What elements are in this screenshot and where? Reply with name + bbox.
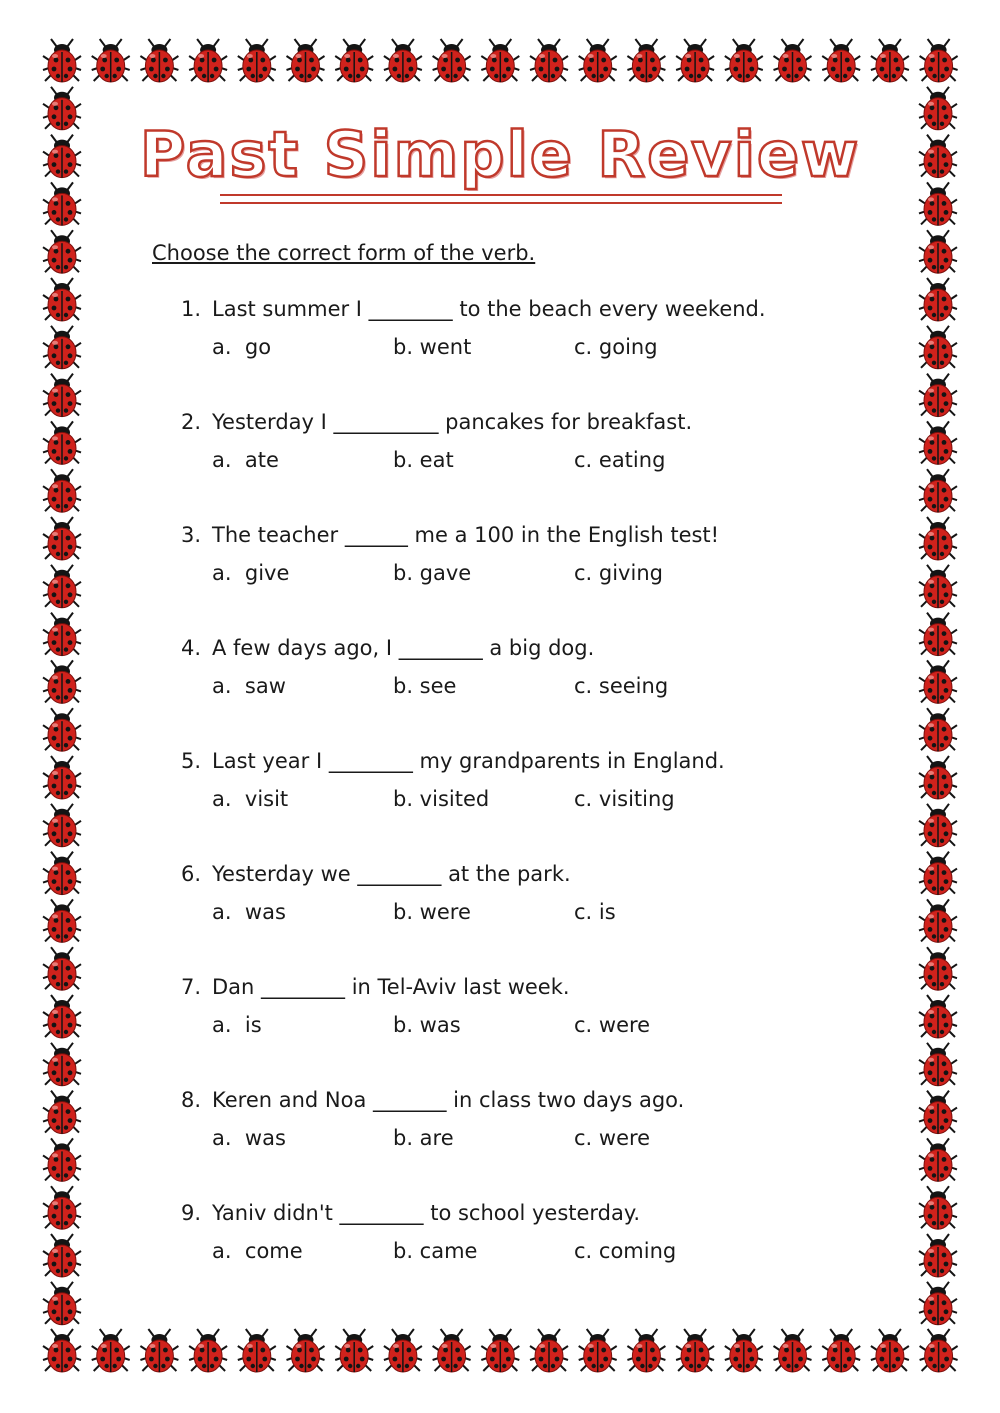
ladybug-icon <box>335 39 373 82</box>
question-8 <box>181 1086 881 1152</box>
option-c[interactable]: c. were <box>574 1126 651 1150</box>
option-b[interactable]: b. was <box>393 1013 461 1037</box>
ladybug-icon <box>287 1329 325 1372</box>
question-number: 6. <box>181 862 202 886</box>
ladybug-icon <box>725 39 763 82</box>
option-b[interactable]: b. are <box>393 1126 454 1150</box>
ladybug-icon <box>919 660 957 703</box>
option-b[interactable]: b. see <box>393 674 457 698</box>
question-text: Last summer I ________ to the beach every weekend. <box>212 297 766 321</box>
ladybug-icon <box>919 421 957 464</box>
question-7 <box>181 973 881 1039</box>
option-a[interactable]: a. give <box>212 561 290 585</box>
option-c[interactable]: c. giving <box>574 561 663 585</box>
ladybug-icon <box>43 374 81 417</box>
ladybug-icon <box>43 804 81 847</box>
option-a[interactable]: a. saw <box>212 674 286 698</box>
question-text: Yesterday I __________ pancakes for breakfast. <box>212 410 693 434</box>
ladybug-icon <box>43 1091 81 1134</box>
ladybug-icon <box>774 39 812 82</box>
option-a[interactable]: a. visit <box>212 787 289 811</box>
ladybug-icon <box>43 899 81 942</box>
ladybug-icon <box>189 1329 227 1372</box>
ladybug-icon <box>43 565 81 608</box>
question-text: The teacher ______ me a 100 in the English test! <box>212 523 720 547</box>
ladybug-icon <box>919 1282 957 1325</box>
question-number: 7. <box>181 975 202 999</box>
option-b[interactable]: b. went <box>393 335 472 359</box>
option-c[interactable]: c. were <box>574 1013 651 1037</box>
ladybug-icon <box>919 1043 957 1086</box>
worksheet-title: Past Simple Review <box>139 118 861 191</box>
question-text: A few days ago, I ________ a big dog. <box>212 636 595 660</box>
ladybug-icon <box>43 1043 81 1086</box>
option-c[interactable]: c. visiting <box>574 787 675 811</box>
question-1 <box>181 295 881 361</box>
ladybug-icon <box>43 613 81 656</box>
ladybug-icon <box>287 39 325 82</box>
ladybug-icon <box>919 326 957 369</box>
ladybug-icon <box>481 39 519 82</box>
ladybug-icon <box>43 995 81 1038</box>
ladybug-icon <box>43 421 81 464</box>
question-number: 3. <box>181 523 202 547</box>
question-9 <box>181 1199 881 1265</box>
ladybug-icon <box>238 39 276 82</box>
option-c[interactable]: c. is <box>574 900 616 924</box>
question-number: 1. <box>181 297 202 321</box>
ladybug-icon <box>919 517 957 560</box>
option-c[interactable]: c. going <box>574 335 658 359</box>
option-b[interactable]: b. eat <box>393 448 454 472</box>
ladybug-icon <box>919 278 957 321</box>
ladybug-icon <box>43 1234 81 1277</box>
title-underline <box>220 194 782 204</box>
option-b[interactable]: b. were <box>393 900 471 924</box>
ladybug-icon <box>43 947 81 990</box>
ladybug-icon <box>140 1329 178 1372</box>
option-a[interactable]: a. is <box>212 1013 262 1037</box>
ladybug-icon <box>530 1329 568 1372</box>
question-text: Yaniv didn't ________ to school yesterday. <box>212 1201 640 1225</box>
question-text: Last year I ________ my grandparents in England. <box>212 749 725 773</box>
option-c[interactable]: c. eating <box>574 448 666 472</box>
option-c[interactable]: c. seeing <box>574 674 669 698</box>
ladybug-icon <box>579 1329 617 1372</box>
ladybug-icon <box>676 1329 714 1372</box>
ladybug-icon <box>43 708 81 751</box>
ladybug-icon <box>43 660 81 703</box>
question-number: 4. <box>181 636 202 660</box>
ladybug-icon <box>919 756 957 799</box>
ladybug-icon <box>43 278 81 321</box>
question-4 <box>181 634 881 700</box>
ladybug-icon <box>43 756 81 799</box>
ladybug-icon <box>919 995 957 1038</box>
ladybug-icon <box>238 1329 276 1372</box>
question-number: 8. <box>181 1088 202 1112</box>
ladybug-icon <box>530 39 568 82</box>
question-text: Yesterday we ________ at the park. <box>212 862 571 886</box>
question-6 <box>181 860 881 926</box>
question-number: 2. <box>181 410 202 434</box>
option-a[interactable]: a. go <box>212 335 272 359</box>
question-text: Keren and Noa _______ in class two days ago. <box>212 1088 685 1112</box>
ladybug-icon <box>871 39 909 82</box>
ladybug-icon <box>481 1329 519 1372</box>
ladybug-icon <box>919 1091 957 1134</box>
option-b[interactable]: b. visited <box>393 787 490 811</box>
ladybug-icon <box>919 899 957 942</box>
ladybug-icon <box>579 39 617 82</box>
ladybug-icon <box>871 1329 909 1372</box>
ladybug-icon <box>43 230 81 273</box>
ladybug-icon <box>919 852 957 895</box>
ladybug-icon <box>919 613 957 656</box>
question-text: Dan ________ in Tel-Aviv last week. <box>212 975 570 999</box>
ladybug-icon <box>43 1138 81 1181</box>
ladybug-icon <box>43 326 81 369</box>
option-a[interactable]: a. ate <box>212 448 279 472</box>
ladybug-icon <box>919 1186 957 1229</box>
instruction-text: Choose the correct form of the verb. <box>152 241 536 265</box>
ladybug-icon <box>919 708 957 751</box>
ladybug-icon <box>919 1138 957 1181</box>
ladybug-icon <box>433 1329 471 1372</box>
ladybug-icon <box>140 39 178 82</box>
ladybug-icon <box>919 565 957 608</box>
ladybug-icon <box>822 1329 860 1372</box>
option-a[interactable]: a. was <box>212 900 286 924</box>
question-3 <box>181 521 881 587</box>
ladybug-icon <box>92 39 130 82</box>
ladybug-icon <box>919 374 957 417</box>
option-b[interactable]: b. came <box>393 1239 478 1263</box>
ladybug-icon <box>43 1282 81 1325</box>
question-5 <box>181 747 881 813</box>
ladybug-icon <box>774 1329 812 1372</box>
ladybug-icon <box>43 39 81 82</box>
ladybug-icon <box>189 39 227 82</box>
ladybug-icon <box>43 469 81 512</box>
ladybug-icon <box>92 1329 130 1372</box>
question-2 <box>181 408 881 474</box>
ladybug-icon <box>43 1186 81 1229</box>
ladybug-icon <box>627 1329 665 1372</box>
option-a[interactable]: a. was <box>212 1126 286 1150</box>
ladybug-icon <box>919 469 957 512</box>
ladybug-icon <box>919 1234 957 1277</box>
ladybug-icon <box>920 39 958 82</box>
ladybug-icon <box>919 804 957 847</box>
ladybug-icon <box>335 1329 373 1372</box>
ladybug-icon <box>384 39 422 82</box>
option-b[interactable]: b. gave <box>393 561 472 585</box>
ladybug-icon <box>43 1329 81 1372</box>
option-c[interactable]: c. coming <box>574 1239 677 1263</box>
ladybug-icon <box>919 947 957 990</box>
ladybug-icon <box>920 1329 958 1372</box>
ladybug-icon <box>919 230 957 273</box>
ladybug-icon <box>43 517 81 560</box>
ladybug-icon <box>676 39 714 82</box>
question-number: 9. <box>181 1201 202 1225</box>
ladybug-icon <box>725 1329 763 1372</box>
ladybug-icon <box>43 852 81 895</box>
ladybug-icon <box>384 1329 422 1372</box>
ladybug-icon <box>822 39 860 82</box>
option-a[interactable]: a. come <box>212 1239 303 1263</box>
ladybug-icon <box>433 39 471 82</box>
question-number: 5. <box>181 749 202 773</box>
ladybug-icon <box>627 39 665 82</box>
